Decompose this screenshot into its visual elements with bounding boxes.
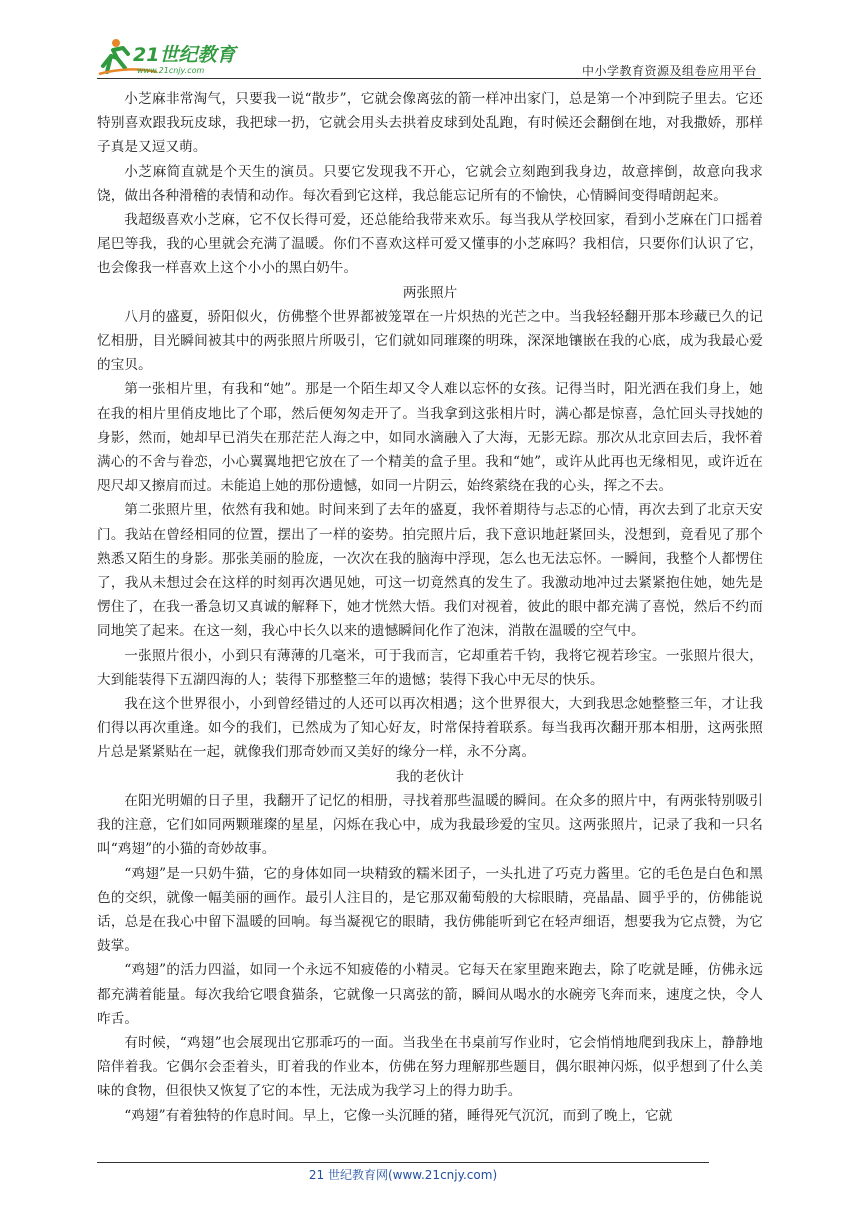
body-paragraph: 有时候，“鸡翅”也会展现出它那乖巧的一面。当我坐在书桌前写作业时，它会悄悄地爬到我床上，静静地陪伴着我。它偶尔会歪着头，盯着我的作业本，仿佛在努力理解那些题目，偶尔眼神闪烁，似乎想到了什么美味的食物，但很快又恢复了它的本性，无法成为我学习上的得力助手。 — [97, 1034, 763, 1100]
body-paragraph: 在阳光明媚的日子里，我翻开了记忆的相册，寻找着那些温暖的瞬间。在众多的照片中，有两张特别吸引我的注意，它们如同两颗璀璨的星星，闪烁在我心中，成为我最珍爱的宝贝。这两张照片，记录了我和一只名叫“鸡翅”的小猫的奇妙故事。 — [97, 792, 763, 858]
section-heading: 两张照片 — [402, 284, 458, 301]
site-logo — [97, 36, 267, 80]
body-paragraph: “鸡翅”是一只奶牛猫，它的身体如同一块精致的糯米团子，一头扎进了巧克力酱里。它的毛色是白色和黑色的交织，就像一幅美丽的画作。最引人注目的，是它那双葡萄般的大棕眼睛，亮晶晶、圆乎乎的，仿佛能说话，总是在我心中留下温暖的回响。每当凝视它的眼睛，我仿佛能听到它在轻声细语，想要我为它点赞，为它鼓掌。 — [97, 865, 763, 955]
document-body — [97, 87, 763, 1128]
body-paragraph: 小芝麻非常淘气，只要我一说“散步”，它就会像离弦的箭一样冲出家门，总是第一个冲到院子里去。它还特别喜欢跟我玩皮球，我把球一扔，它就会用头去拱着皮球到处乱跑，有时候还会翻倒在地，对我撒娇，那样子真是又逗又萌。 — [97, 91, 763, 156]
body-paragraph: 小芝麻简直就是个天生的演员。只要它发现我不开心，它就会立刻跑到我身边，故意摔倒，故意向我求饶，做出各种滑稽的表情和动作。每次看到它这样，我总能忘记所有的不愉快，心情瞬间变得晴朗起来。 — [97, 163, 763, 204]
section-heading: 我的老伙计 — [396, 768, 464, 785]
page-header — [97, 36, 761, 80]
body-paragraph: 第二张照片里，依然有我和她。时间来到了去年的盛夏，我怀着期待与忐忑的心情，再次去到了北京天安门。我站在曾经相同的位置，摆出了一样的姿势。拍完照片后，我下意识地赶紧回头，没想到，竟看见了那个熟悉又陌生的身影。那张美丽的脸庞，一次次在我的脑海中浮现，怎么也无法忘怀。一瞬间，我整个人都愣住了，我从未想过会在这样的时刻再次遇见她，可这一切竟然真的发生了。我激动地冲过去紧紧抱住她，她先是愣住了，在我一番急切又真诚的解释下，她才恍然大悟。我们对视着，彼此的眼中都充满了喜悦，然后不约而同地笑了起来。在这一刻，我心中长久以来的遗憾瞬间化作了泡沫，消散在温暖的空气中。 — [97, 502, 763, 640]
body-paragraph: 第一张相片里，有我和“她”。那是一个陌生却又令人难以忘怀的女孩。记得当时，阳光洒在我们身上，她在我的相片里俏皮地比了个耶，然后便匆匆走开了。当我拿到这张相片时，满心都是惊喜，急忙回头寻找她的身影，然而，她却早已消失在那茫茫人海之中，如同水滴融入了大海，无影无踪。那次从北京回去后，我怀着满心的不舍与眷恋，小心翼翼地把它放在了一个精美的盒子里。我和“她”，或许从此再也无缘相见，或许近在咫尺却又擦肩而过。未能追上她的那份遗憾，如同一片阴云，始终萦绕在我的心头，挥之不去。 — [97, 381, 763, 495]
body-paragraph: 我在这个世界很小，小到曾经错过的人还可以再次相遇；这个世界很大，大到我思念她整整三年，才让我们得以再次重逢。如今的我们，已然成为了知心好友，时常保持着联系。每当我再次翻开那本相册，这两张照片总是紧紧贴在一起，就像我们那奇妙而又美好的缘分一样，永不分离。 — [97, 696, 763, 761]
body-paragraph: 一张照片很小，小到只有薄薄的几毫米，可于我而言，它却重若千钧，我将它视若珍宝。一张照片很大，大到能装得下五湖四海的人；装得下那整整三年的遗憾；装得下我心中无尽的快乐。 — [97, 647, 763, 688]
footer-link[interactable]: 21 世纪教育网(www.21cnjy.com) — [308, 1168, 498, 1182]
body-paragraph: 我超级喜欢小芝麻，它不仅长得可爱，还总能给我带来欢乐。每当我从学校回家，看到小芝麻在门口摇着尾巴等我，我的心里就会充满了温暖。你们不喜欢这样可爱又懂事的小芝麻吗？我相信，只要你们认识了它，也会像我一样喜欢上这个小小的黑白奶牛。 — [97, 212, 763, 277]
svg-text:21世纪教育: 21世纪教育 — [133, 44, 236, 66]
header-divider — [97, 78, 761, 79]
footer-divider — [97, 1162, 709, 1163]
svg-text:www.21cnjy.com: www.21cnjy.com — [137, 66, 205, 75]
body-paragraph: 八月的盛夏，骄阳似火，仿佛整个世界都被笼罩在一片炽热的光芒之中。当我轻轻翻开那本珍藏已久的记忆相册，目光瞬间被其中的两张照片所吸引，它们就如同璀璨的明珠，深深地镶嵌在我的心底，成为我最心爱的宝贝。 — [97, 308, 763, 374]
platform-name: 中小学教育资源及组卷应用平台 — [581, 64, 757, 78]
body-paragraph: “鸡翅”有着独特的作息时间。早上，它像一头沉睡的猪，睡得死气沉沉，而到了晚上，它就 — [124, 1107, 673, 1124]
body-paragraph: “鸡翅”的活力四溢，如同一个永远不知疲倦的小精灵。它每天在家里跑来跑去，除了吃就是睡，仿佛永远都充满着能量。每次我给它喂食猫条，它就像一只离弦的箭，瞬间从喝水的水碗旁飞奔而来，速度之快，令人咋舌。 — [97, 962, 763, 1027]
